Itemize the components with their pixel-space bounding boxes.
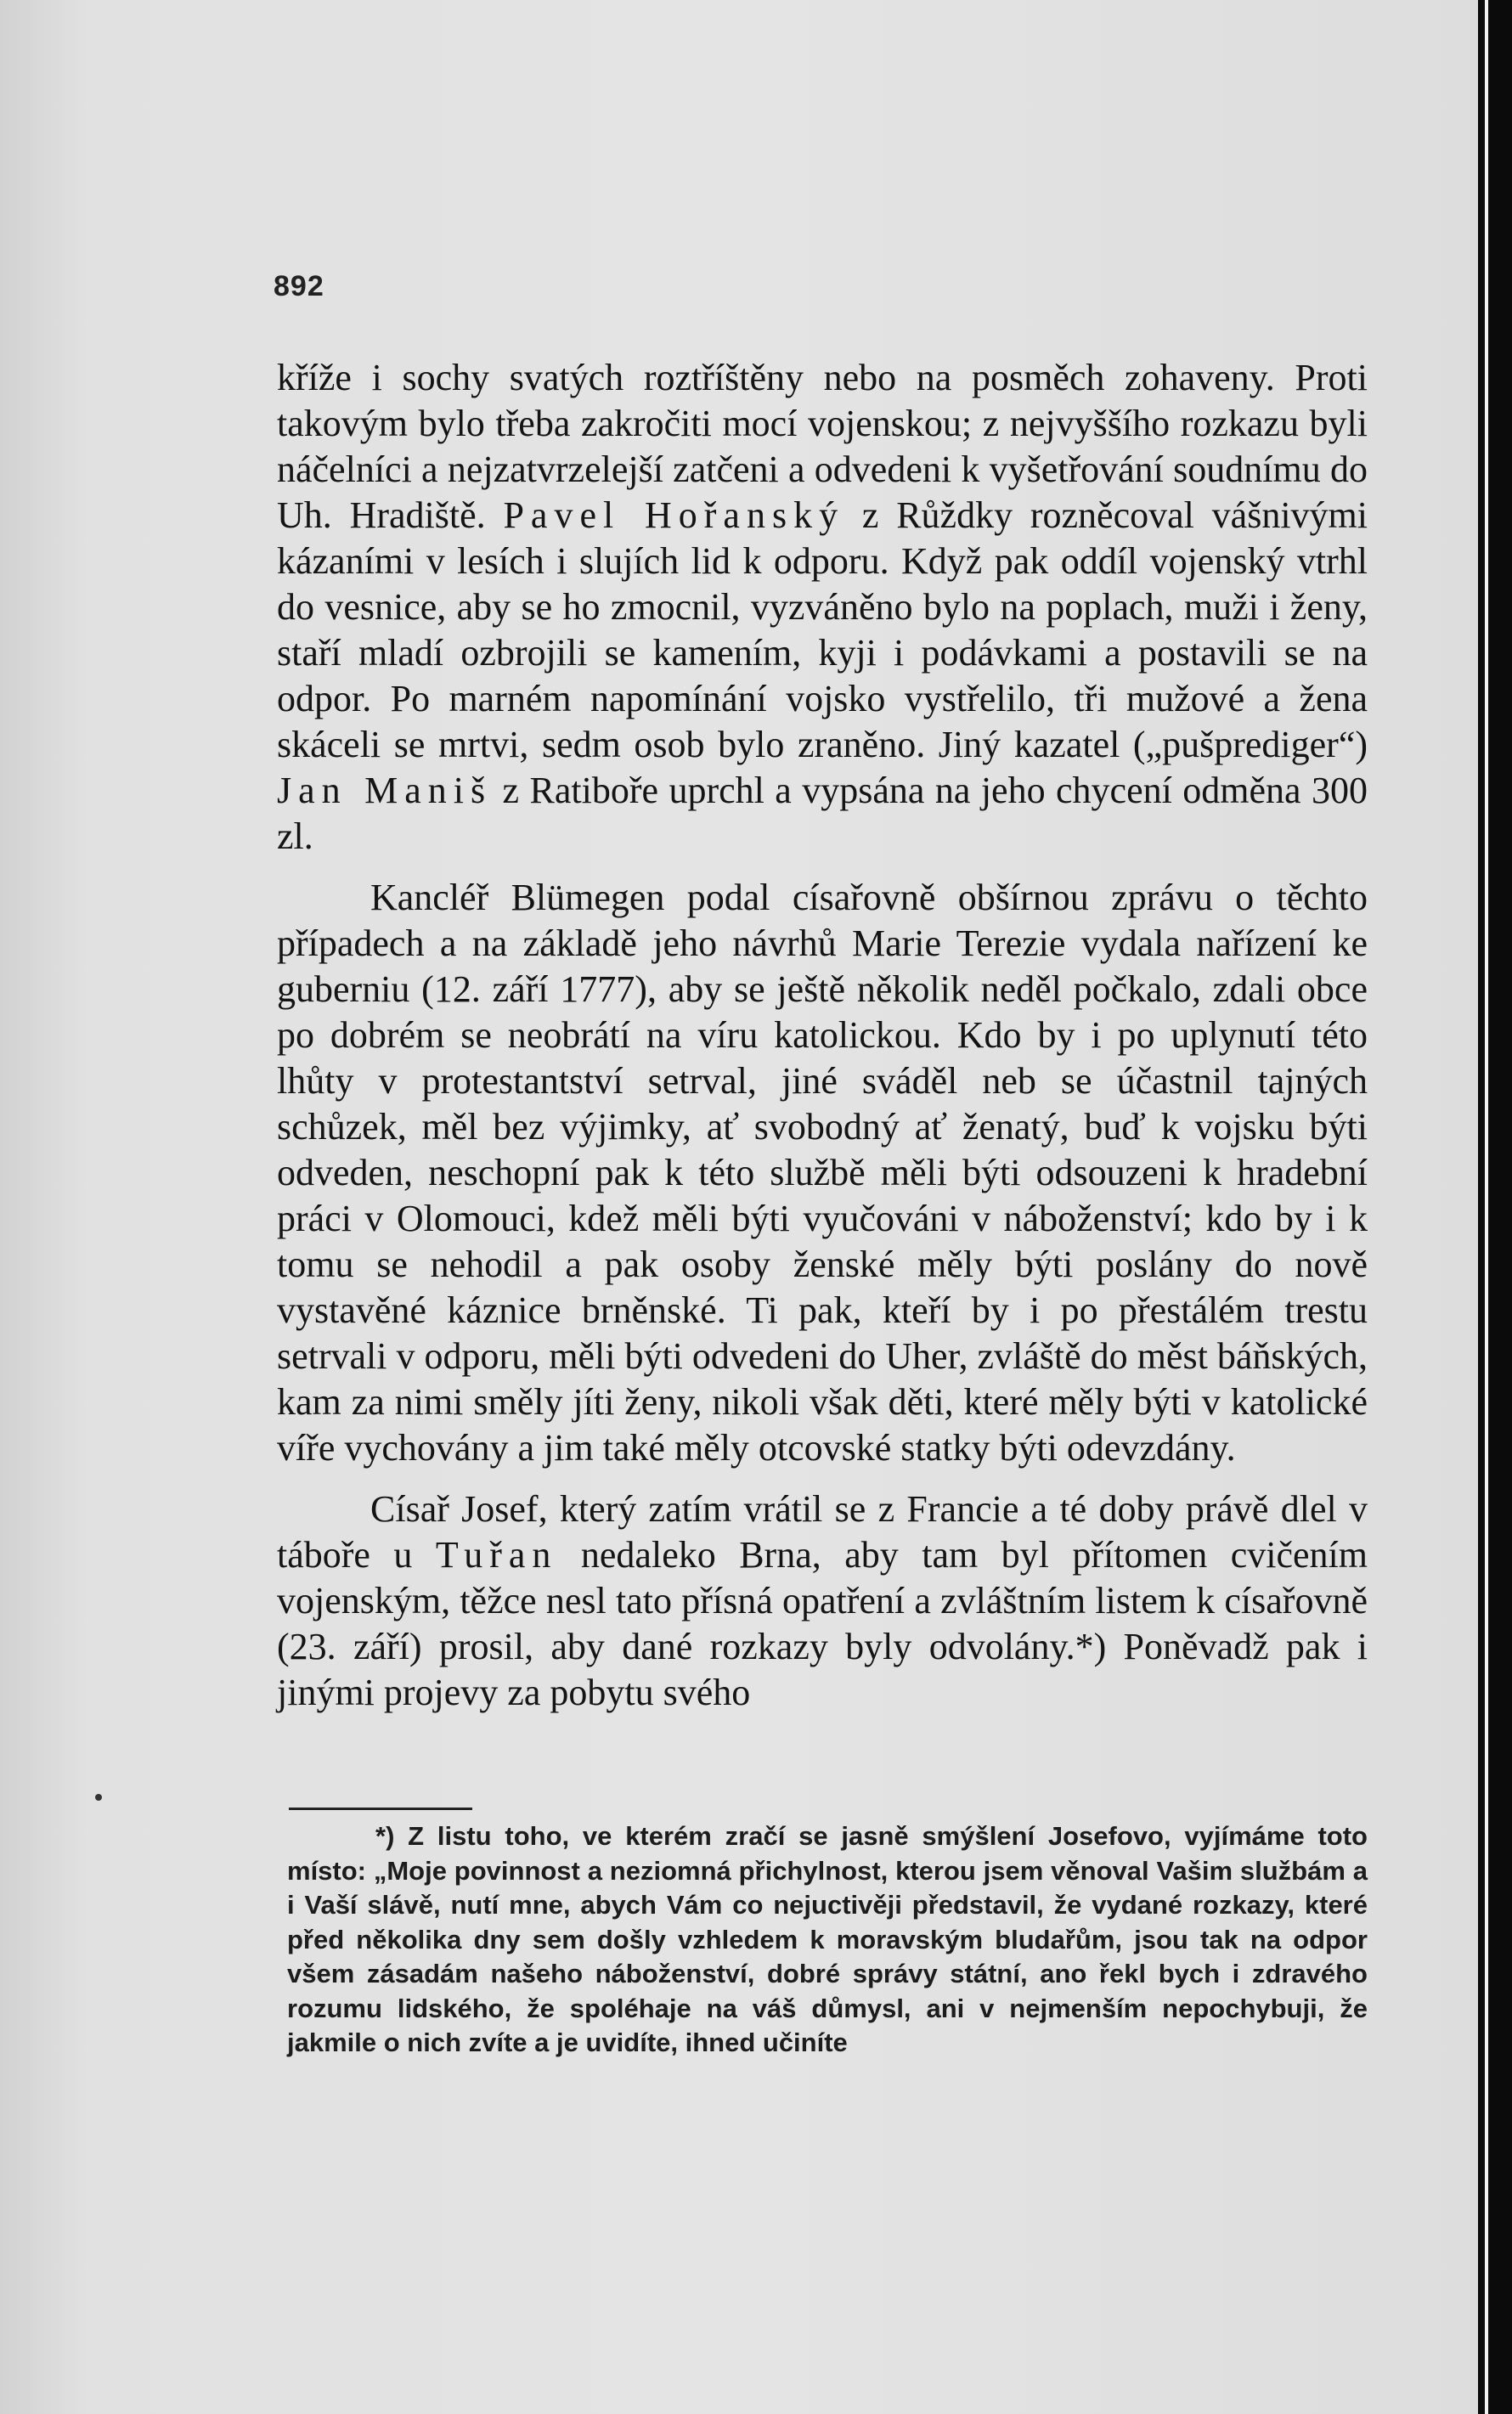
footnote-rule	[289, 1808, 472, 1810]
text-run: z Růždky rozněcoval vášnivými kázaními v lesích i slujích lid k odporu. Když pak oddíl vojenský vtrhl do vesnice, aby se ho zmocnil, vyzváněno bylo na poplach, muži i ženy, staří mladí ozbrojili se kamením, kyji i podávkami a postavili se na odpor. Po marném napomínání vojsko vystřelilo, tři mužové a žena skáceli se mrtvi, sedm osob bylo zraněno. Jiný kazatel („pušprediger“)	[277, 494, 1368, 765]
scan-border	[1478, 0, 1512, 2414]
page-edge-line	[1485, 0, 1488, 2414]
footnote	[287, 1819, 1368, 2061]
text-run: kříže i sochy svatých roztříštěny nebo na posměch zohaveny. Proti takovým bylo třeba zakročiti mocí vojenskou; z nejvyššího rozkazu byli náčelníci a nejzatvrzelejší zatčeni a odvedeni k vyšetřování soudnímu do Uh. Hradiště.	[277, 357, 1368, 536]
margin-dot	[95, 1794, 102, 1801]
text-run: Císař Josef, který zatím vrátil se z Francie a té doby právě dlel v táboře u	[277, 1488, 1368, 1576]
paragraph	[277, 875, 1368, 1471]
spaced-name: Tuřan	[435, 1534, 558, 1576]
text-run: nedaleko Brna, aby tam byl přítomen cvičením vojenským, těžce nesl tato přísná opatření a zvláštním listem k císařovně (23. září) prosil, aby dané rozkazy byly odvolány.*) Poněvadž pak i jinými projevy za pobytu svého	[277, 1534, 1368, 1713]
footnote-text: *) Z listu toho, ve kterém zračí se jasně smýšlení Josefovo, vyjímáme toto místo: „Moje povinnost a neziomná přichylnost, kterou jsem věnoval Vašim službám a i Vaší slávě, nutí mne, abych Vám co nejuctivěji představil, že vydané rozkazy, které před několika dny sem došly vzhledem k moravským bludařům, jsou tak na odpor všem zásadám našeho náboženství, dobré správy státní, ano řekl bych i zdravého rozumu lidského, že spoléhaje na váš důmysl, ani v nejmenším nepochybuji, že jakmile o nich zvíte a je uvidíte, ihned učiníte	[287, 1821, 1368, 2057]
paragraph	[277, 355, 1368, 860]
text-run: z Ratiboře uprchl a vypsána na jeho chycení odměna 300 zl.	[277, 770, 1368, 857]
page-number: 892	[274, 270, 324, 302]
body-text	[277, 355, 1368, 1716]
text-run: Kancléř Blümegen podal císařovně obšírnou zprávu o těchto případech a na základě jeho návrhů Marie Terezie vydala nařízení ke guberniu (12. září 1777), aby se ještě několik neděl počkalo, zdali obce po dobrém se neobrátí na víru katolickou. Kdo by i po uplynutí této lhůty v protestantství setrval, jiné sváděl neb se účastnil tajných schůzek, měl bez výjimky, ať svobodný ať ženatý, buď k vojsku býti odveden, neschopní pak k této službě měli býti odsouzeni k hradební práci v Olomouci, kdež měli býti vyučováni v náboženství; kdo by i k tomu se nehodil a pak osoby ženské měly býti poslány do nově vystavěné káznice brněnské. Ti pak, kteří by i po přestálém trestu setrvali v odporu, měli býti odvedeni do Uher, zvláště do měst báňských, kam za nimi směly jíti ženy, nikoli však děti, které měly býti v katolické víře vychovány a jim také měly otcovské statky býti odevzdány.	[277, 877, 1368, 1469]
spaced-name: Jan Maniš	[277, 770, 493, 811]
spaced-name: Pavel Hořanský	[503, 494, 845, 536]
paragraph	[277, 1486, 1368, 1716]
